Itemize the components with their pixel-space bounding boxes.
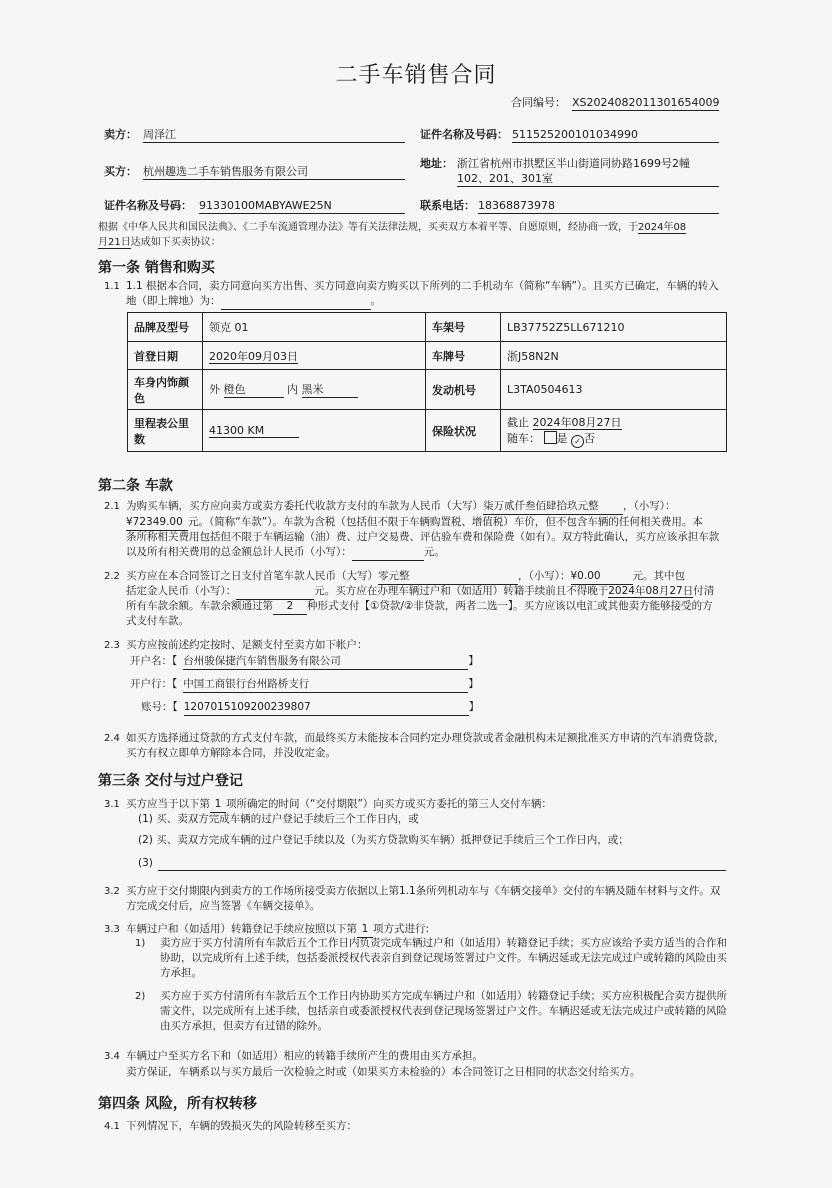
seller-name: 周泽江 (143, 127, 405, 143)
p31-item1: (1) 买、卖双方完成车辆的过户登记手续后三个工作日内，或 (138, 813, 419, 825)
buyer-addr-line2: 102、201、301室 (457, 171, 719, 187)
check-icon: ✓ (574, 436, 581, 446)
p34-line1: 车辆过户至买方名下和（如适用）相应的转籍手续所产生的费用由买方承担。 (126, 1050, 483, 1062)
p21-text-b: ，（小写）： (623, 500, 676, 512)
p21-line4 (126, 545, 445, 561)
p33-option-no: 1 (357, 922, 373, 938)
p33-2-line3: 由买方承担，但卖方有过错的除外。 (160, 1020, 328, 1032)
bracket-open: 【 (172, 701, 178, 713)
bracket-open: 【 (172, 655, 178, 667)
p23-line1: 买方应按前述约定按时、足额支付至卖方如下帐户： (126, 639, 368, 651)
buyer-addr-label: 地址： (420, 157, 453, 170)
mileage-cell (203, 410, 426, 452)
insurance-label: 保险状况 (426, 410, 501, 452)
p22-line3 (126, 599, 713, 615)
bank-label: 开户行： (130, 678, 172, 690)
p21-line1 (126, 499, 676, 515)
vin-label: 车架号 (426, 313, 501, 342)
ins-until-label: 截止 (507, 415, 529, 429)
p32-num: 3.2 (104, 886, 120, 897)
plate-value: 浙J58N2N (501, 342, 727, 370)
vin-value: LB37752Z5LL671210 (501, 313, 727, 342)
bank-value: 中国工商银行台州路桥支行 (183, 677, 468, 693)
p31-item2: (2) 买、卖双方完成车辆的过户登记手续以及（为买方贷款购买车辆）抵押登记手续后三个工作日内，或； (138, 834, 629, 846)
p21-amount: ¥72349.00 (126, 515, 188, 531)
mileage-label: 里程表公里数 (128, 410, 203, 452)
p21-text-a: 为购买车辆，买方应向卖方或卖方委托代收款方支付的车款为人民币（大写） (126, 500, 483, 512)
seller-label: 卖方： (104, 128, 137, 141)
ins-until-date: 2024年08月27日 (532, 415, 622, 429)
p22-line1 (126, 569, 685, 585)
p24-line1: 如买方选择通过贷款的方式支付车款，而最终买方未能按本合同约定办理贷款或者金融机构未足额批准买方申请的汽车消费贷款， (126, 732, 725, 744)
p23-num: 2.3 (104, 640, 120, 651)
p33-2-line2: 需文件，以完成所有上述手续，包括亲自或委派授权代表到登记现场签署过户文件。车辆迟延或无法完成过户或转籍的风险 (160, 1005, 727, 1017)
color-out-label: 外 (209, 383, 220, 396)
color-out-value: 橙色 (224, 381, 284, 398)
ins-no-label: 否 (584, 431, 595, 445)
color-in-value: 黑米 (302, 381, 358, 398)
p31-num: 3.1 (104, 799, 120, 810)
ins-no-checkbox[interactable] (571, 435, 584, 448)
p31-text-b: 项所确定的时间（“交付期限”）向买方或买方委托的第三人交付车辆： (226, 798, 552, 810)
s1-text2-end: 。 (370, 295, 381, 307)
contract-no-label: 合同编号： (511, 96, 566, 109)
p22-text-2b: 元。买方应在办理车辆过户和（如适用）转籍手续前且不得晚于 (314, 585, 609, 597)
p22-text-a: 买方应在本合同签订之日支付首笔车款人民币（大写） (126, 570, 378, 582)
s1-text1: 1.1 根据本合同，卖方同意向买方出售、买方同意向卖方购买以下所列的二手机动车（简称“车辆”）。且买方已确定，车辆的转入 (126, 280, 719, 292)
p31-text-a: 买方应当于以下第 (126, 798, 210, 810)
intro-date-2: 月21日 (98, 237, 131, 248)
account-name-value: 台州骏保捷汽车销售服务有限公司 (183, 654, 468, 670)
p33-1-line2: 协助，以完成所有上述手续，包括委派授权代表亲自到登记现场签署过户文件。车辆迟延或无法完成过户或转籍的风险由买 (160, 952, 727, 964)
buyer-phone-label: 联系电话： (420, 199, 475, 212)
intro-line2 (98, 235, 221, 250)
engine-label: 发动机号 (426, 370, 501, 410)
section4-title: 第四条 风险，所有权转移 (98, 1096, 257, 1112)
s1-text2-a: 地（即上牌地）为： (126, 295, 221, 307)
ins-yes-checkbox[interactable] (544, 431, 557, 444)
p22-method-no: 2 (273, 599, 307, 615)
reg-date-value: 2020年09月03日 (209, 349, 298, 363)
p22-date: 2024年08月27日 (608, 585, 694, 597)
account-name-label: 开户名： (130, 655, 172, 667)
p22-amount-cn: 零元整 (378, 569, 518, 585)
color-label: 车身内饰颜色 (128, 370, 203, 410)
p22-text-2c: 付清 (693, 585, 715, 597)
engine-value: L3TA0504613 (501, 370, 727, 410)
buyer-id-value: 91330100MABYAWE25N (199, 198, 405, 214)
account-no-row (141, 700, 479, 716)
section3-title: 第三条 交付与过户登记 (98, 773, 243, 789)
p22-amount: ¥0.00 (571, 569, 633, 585)
ins-yes-label: 是 (556, 431, 568, 445)
mileage-unit: KM (247, 423, 265, 437)
account-no-label: 账号： (141, 701, 173, 713)
p22-text-2a: 括定金人民币（小写）： (126, 585, 237, 597)
p22-text-b: ，（小写）： (518, 570, 571, 582)
color-in-label: 内 (287, 383, 298, 396)
section1-title: 第一条 销售和购买 (98, 260, 215, 276)
buyer-name: 杭州趣选二手车销售服务有限公司 (143, 164, 405, 180)
buyer-id-label: 证件名称及号码： (104, 199, 192, 212)
page-title: 二手车销售合同 (335, 63, 497, 88)
color-cell (203, 370, 426, 410)
p22-deposit-blank (236, 584, 314, 600)
p31-option-no: 1 (210, 797, 226, 813)
vehicle-info-table (127, 312, 727, 452)
account-name-row (130, 654, 479, 670)
buyer-label: 买方： (104, 165, 137, 178)
insurance-cell (501, 410, 727, 452)
bracket-close: 】 (468, 678, 479, 690)
contract-no-value: XS2024082011301654009 (572, 96, 720, 109)
p31-line1 (126, 797, 552, 813)
p33-1-line1: 卖方应于买方付清所有车款后五个工作日内负责完成车辆过户和（如适用）转籍登记手续；买方应该给予卖方适当的合作和 (160, 937, 727, 949)
p22-text-3a: 所有车款余额。车款余额通过第 (126, 600, 273, 612)
section2-title: 第二条 车款 (98, 478, 173, 494)
p33-2-line1: 买方应于买方付清所有车款后五个工作日内协助买方完成车辆过户和（如适用）转籍登记手续；买方应积极配合卖方提供所 (160, 990, 727, 1002)
p21-line3: 条所称相关费用包括但不限于车辆运输（油）费、过户交易费、评估验车费和保险费（如有）。双方特此确认，买方应该承担车款 (126, 531, 720, 543)
p34-line2: 卖方保证，车辆系以与买方最后一次检验之时或（如果买方未检验的）本合同签订之日相同的状态交付给买方。 (126, 1066, 641, 1078)
p22-text-c: 元。其中包 (632, 570, 685, 582)
p22-num: 2.2 (104, 571, 120, 582)
brand-value: 领克 01 (203, 313, 426, 342)
s1-text2 (126, 294, 381, 310)
p33-text-a: 车辆过户和（如适用）转籍登记手续应按照以下第 (126, 923, 357, 935)
account-no-value: 1207015109200239807 (184, 700, 469, 716)
p33-2-num: 2) (135, 991, 146, 1002)
p22-text-3b: 种形式支付【①贷款/②非贷款，两者二选一】。买方应该以电汇或其他卖方能够接受的方 (307, 600, 713, 612)
p41-num: 4.1 (104, 1121, 120, 1132)
p33-text-b: 项方式进行: (373, 923, 430, 935)
mileage-value: 41300 (209, 423, 244, 437)
buyer-phone-value: 18368873978 (478, 198, 719, 214)
p21-amount-cn: 柒万贰仟叁佰肆拾玖元整 (483, 499, 623, 515)
p21-text-4: 以及所有相关费用的总金额总计人民币（小写）： (126, 546, 352, 558)
intro-line1 (98, 220, 686, 235)
brand-label: 品牌及型号 (128, 313, 203, 342)
p34-num: 3.4 (104, 1051, 120, 1062)
p21-total-blank (352, 545, 424, 561)
p33-1-num: 1) (135, 938, 146, 949)
p21-text-2: 元。（简称“车款”）。车款为含税（包括但不限于车辆购置税、增值税）车价，但不包含车辆的任何相关费用。本 (188, 516, 703, 528)
p21-num: 2.1 (104, 501, 120, 512)
p32-line2: 方完成交付后，应当签署《车辆交接单》。 (126, 900, 321, 912)
seller-id-label: 证件名称及号码： (420, 128, 508, 141)
p41-line1: 下列情况下，车辆的毁损灭失的风险转移至买方： (126, 1120, 357, 1132)
mileage-underline (209, 424, 299, 438)
p24-line2: 买方有权立即单方解除本合同，并没收定金。 (126, 747, 336, 759)
bank-row (130, 677, 479, 693)
p32-line1: 买方应于交付期限内到卖方的工作场所接受卖方依据以上第1.1条所列机动车与《车辆交接单》交付的车辆及随车材料与文件。双 (126, 885, 721, 897)
p21-text-4b: 元。 (423, 546, 445, 558)
p33-num: 3.3 (104, 924, 120, 935)
s1-num: 1.1 (104, 281, 120, 292)
reg-date-label: 首登日期 (128, 342, 203, 370)
p22-line2 (126, 584, 714, 600)
intro-text-1: 根据《中华人民共和国民法典》、《二手车流通管理办法》等有关法律法规，买卖双方本着平等、自愿原则，经协商一致，于 (98, 222, 638, 233)
p21-line2 (126, 515, 703, 531)
p24-num: 2.4 (104, 733, 120, 744)
intro-text-2: 达成如下买卖协议： (130, 237, 221, 248)
p31-item3-blank (158, 855, 726, 871)
s1-blank (221, 294, 371, 310)
seller-id-value: 511525200101034990 (512, 127, 719, 143)
bracket-close: 】 (468, 655, 479, 667)
p33-1-line3: 方承担。 (160, 967, 202, 979)
ins-with-car-label: 随车： (507, 431, 540, 445)
intro-date-1: 2024年08 (638, 222, 687, 233)
p22-line4: 式支付车款。 (126, 615, 189, 627)
plate-label: 车牌号 (426, 342, 501, 370)
bracket-close: 】 (468, 701, 480, 713)
buyer-addr-line1: 浙江省杭州市拱墅区半山街道同协路1699号2幢 (457, 157, 690, 170)
p31-item3: (3) (138, 857, 153, 869)
bracket-open: 【 (172, 678, 178, 690)
